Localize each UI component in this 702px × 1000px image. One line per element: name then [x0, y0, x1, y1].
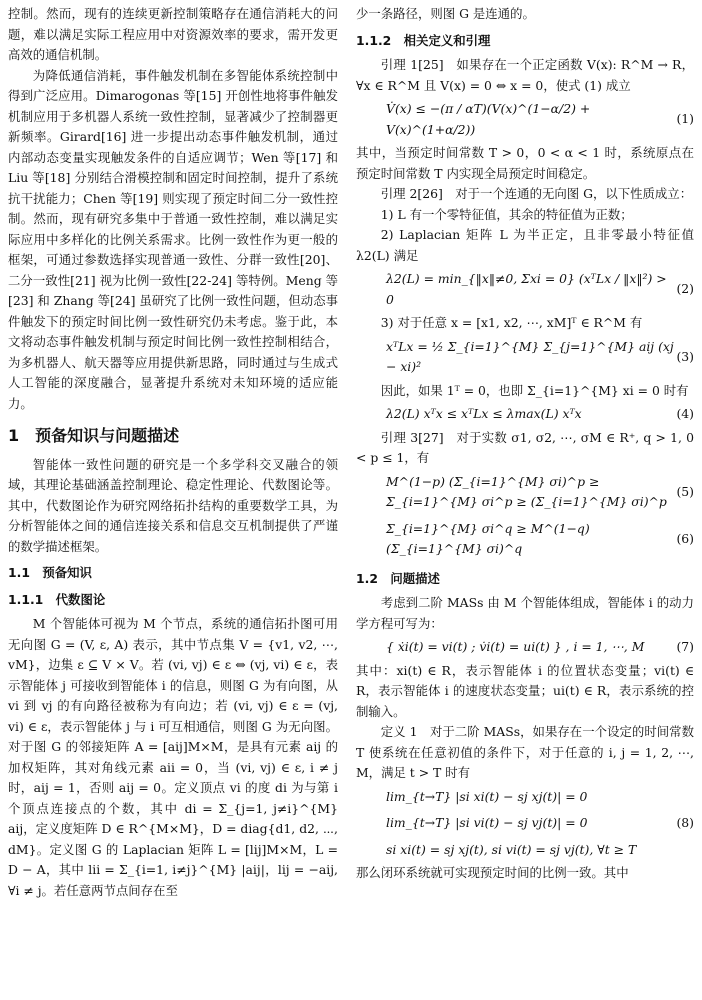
lemma-2-item-3: 3) 对于任意 x = [x1, x2, ⋯, xM]ᵀ ∈ R^M 有 [380, 315, 643, 330]
lemma-2-item-1: 1) L 有一个零特征值，其余的特征值为正数； [380, 206, 633, 222]
equation-8-line-1: lim_{t→T} |si xi(t) − sj xj(t)| = 0 [386, 788, 588, 804]
lemma-1: 引理 1[25] 如果存在一个正定函数 V(x): R^M → R，∀x ∈ R^M 且 V(x) = 0 ⇔ x = 0，使式 (1) 成立 [356, 57, 694, 93]
graph-connected-paragraph: 少一条路径，则图 G 是连通的。 [356, 6, 535, 21]
equation-4: λ2(L) xᵀx ≤ xᵀLx ≤ λmax(L) xᵀx (4) [386, 406, 694, 421]
left-column [8, 4, 338, 901]
right-column [356, 4, 694, 884]
variables-paragraph: 其中：xi(t) ∈ R，表示智能体 i 的位置状态变量；vi(t) ∈ R，表示智能体 i 的速度状态变量；ui(t) ∈ R，表示系统的控制输入。 [356, 662, 694, 719]
subsection-heading-1-2: 1.2 问题描述 [356, 570, 440, 586]
lemma-2: 引理 2[26] 对于一个连通的无向图 G，以下性质成立： [380, 186, 693, 201]
equation-6: Σ_{i=1}^{M} σi^q ≥ M^(1−q) (Σ_{i=1}^{M} σi)^q (6) [386, 520, 694, 556]
subsubsection-heading-1-1-1: 1.1.1 代数图论 [8, 591, 106, 607]
definition-1: 定义 1 对于二阶 MASs，如果存在一个设定的时间常数 T 使系统在任意初值的条件下，对于任意的 i, j = 1, 2, ⋯, M，满足 t > T 时有 [356, 724, 694, 780]
equation-5: M^(1−p) (Σ_{i=1}^{M} σi)^p ≥ Σ_{i=1}^{M} σi^p ≥ (Σ_{i=1}^{M} σi)^p (5) [386, 473, 694, 509]
graph-theory-paragraph: M 个智能体可视为 M 个节点，系统的通信拓扑图可用无向图 G = (V, ε, A) 表示，其中节点集 V = {v1, v2, ⋯, vM}，边集 ε ⊆ V × V。若 (vi, vj) ∈ ε ⇔ (vj, vi) ∈ ε，表示智能体 j 可接收到智能体 i 的信息，则图 G 为有向图，从 vi 到 vj 的有向路径被称为有向边；若 (vi, vj) ∈ ε = (vj, vi) ∈ ε，表示智能体 j 与 i 可互相通信，则图 G 为无向图。对于图 G 的邻接矩阵 A = [aij]M×M，是具有元素 aij 的加权矩阵，其对角线元素 aii = 0，当 (vi, vj) ∈ ε, i ≠ j 时，aij = 1，否则 aij = 0。定义顶点 vi 的度 di 为与第 i 个顶点连接点的个数，其中 di = Σ_{j=1, j≠i}^{M} aij，定义度矩阵 D ∈ R^{M×M}，D = diag{d1, d2, ⋯, dM}。定义图 G 的 Laplacian 矩阵 L = [lij]M×M，L = D − A，其中 lii = Σ_{i=1, i≠j}^{M} |aij|，lij = −aij, ∀i ≠ j。若任意两节点间存在至 [8, 616, 338, 898]
closing-paragraph: 那么闭环系统就可实现预定时间的比例一致。其中 [356, 865, 629, 880]
equation-1: V̇(x) ≤ −(π / αT)(V(x)^(1−α/2) + V(x)^(1+α/2)) (1) [386, 101, 694, 137]
lemma-1-explanation: 其中，当预定时间常数 T > 0，0 < α < 1 时，系统原点在预定时间常数 T 内实现全局预定时间稳定。 [356, 145, 694, 181]
equation-3: xᵀLx = ½ Σ_{i=1}^{M} Σ_{j=1}^{M} aij (xj − xi)² (3) [386, 338, 694, 374]
equation-8-line-2: lim_{t→T} |si vi(t) − sj vj(t)| = 0 (8) [386, 815, 694, 830]
intro-paragraph-1: 控制。然而，现有的连续更新控制策略存在通信消耗大的问题，难以满足实际工程应用中对资源效率的要求，需开发更高效的通信机制。 [8, 6, 338, 62]
equation-8-line-3: si xi(t) = sj xj(t), si vi(t) = sj vj(t), ∀t ≥ T [386, 841, 637, 857]
equation-2: λ2(L) = min_{‖x‖≠0, Σxi = 0} (xᵀLx / ‖x‖²) > 0 (2) [386, 271, 694, 307]
section-heading-1: 1 预备知识与问题描述 [8, 426, 180, 445]
lemma-3: 引理 3[27] 对于实数 σ1, σ2, ⋯, σM ∈ R⁺, q > 1, 0 < p ≤ 1，有 [356, 429, 694, 465]
lemma-2-item-2: 2) Laplacian 矩阵 L 为半正定，且非零最小特征值 λ2(L) 满足 [356, 227, 694, 263]
section-intro-paragraph: 智能体一致性问题的研究是一个多学科交叉融合的领域，其理论基础涵盖控制理论、稳定性理论、代数图论等。其中，代数图论作为研究网络拓扑结构的重要数学工具，为分析智能体之间的通信连接关系和信息交互机制提供了严谨的数学描述框架。 [8, 456, 338, 554]
subsection-heading-1-1: 1.1 预备知识 [8, 565, 92, 580]
subsubsection-heading-1-1-2: 1.1.2 相关定义和引理 [356, 32, 491, 48]
equation-7: { ẋi(t) = vi(t) ; v̇i(t) = ui(t) } , i = 1, ⋯, M (7) [386, 639, 694, 654]
problem-paragraph: 考虑到二阶 MASs 由 M 个智能体组成，智能体 i 的动力学方程可写为： [356, 595, 694, 631]
intro-paragraph-2: 为降低通信消耗，事件触发机制在多智能体系统控制中得到广泛应用。Dimarogonas 等[15] 开创性地将事件触发机制应用于多机器人系统一致性控制，显著减少了控制器更新频率。Girard[16] 进一步提出动态事件触发机制，通过内部动态变量实现触发条件的自适应调节；Wen 等[17] 和 Liu 等[18] 分别结合滑模控制和固定时间控制，提升了系统抗干扰能力；Chen 等[19] 则实现了预定时间二分一致性控制。然而，现有研究多集中于普通一致性控制，难以满足实际应用中多样化的比例关系需求。比例一致性作为更一般的框架，可通过参数选择实现普通一致性、分群一致性[20]、二分一致性[21] 视为比例一致性[22-24] 等特例。Meng 等[23] 和 Zhang 等[24] 虽研究了比例一致性问题，但动态事件触发下的预定时间比例一致性研究仍未考虑。鉴于此，本文将动态事件触发机制与预定时间比例一致性控制相结合，为多机器人、航天器等应用提供新思路，同时通过与生成式人工智能的深度融合，显著提升系统对未知环境的适应能力。 [8, 67, 338, 411]
lemma-2-conclusion: 因此，如果 1ᵀ = 0，也即 Σ_{i=1}^{M} xi = 0 时有 [380, 382, 689, 398]
